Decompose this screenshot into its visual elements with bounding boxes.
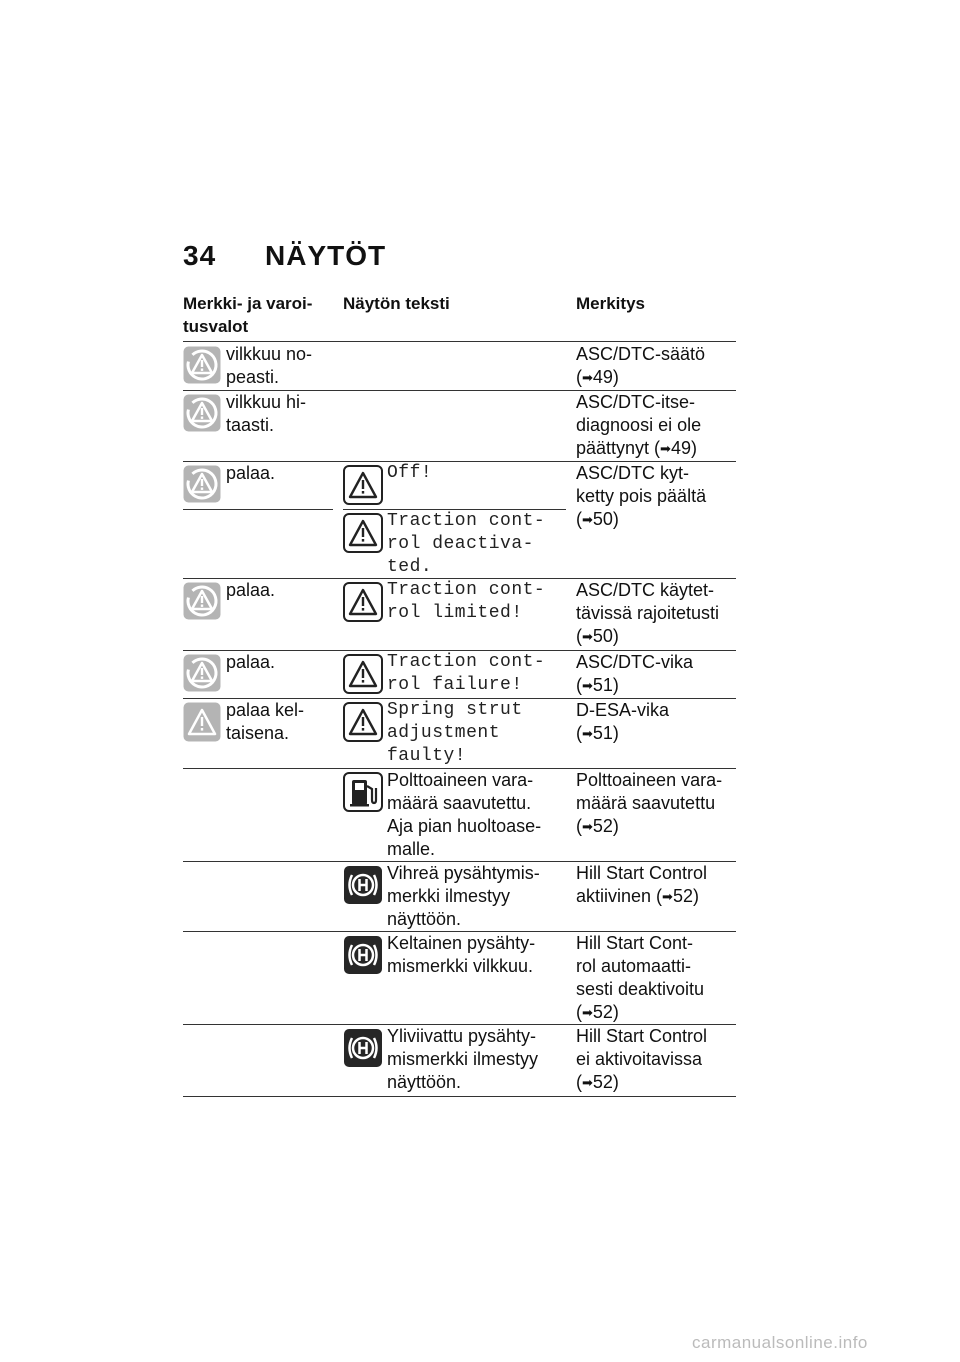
meaning-text	[576, 1025, 741, 1094]
column-header-meaning: Merkitys	[576, 294, 645, 313]
reference-open: (	[576, 509, 582, 529]
column-header-display-text: Näytön teksti	[343, 294, 450, 313]
display-text: Vihreä pysähtymis- merkki ilmestyy näyttöön.	[387, 863, 540, 929]
symbol-state-text: palaa.	[226, 652, 276, 672]
fuel-reserve-icon	[343, 772, 383, 817]
display-text: Traction cont- rol limited!	[387, 580, 546, 623]
warning-triangle-icon	[183, 702, 221, 747]
footer-watermark: carmanualsonline.info	[692, 1333, 868, 1352]
symbol-state-text: palaa kel- taisena.	[226, 700, 305, 743]
page-header	[183, 240, 386, 272]
reference-page-number: 51)	[592, 723, 619, 743]
reference-page-number: 49)	[670, 438, 697, 458]
row-divider	[183, 341, 736, 342]
symbol-state-text: vilkkuu hi- taasti.	[226, 392, 307, 435]
symbol-state-text: palaa.	[226, 580, 276, 600]
reference-page-number: 52)	[592, 1072, 619, 1092]
symbol-state-text: palaa.	[226, 463, 276, 483]
page-reference-link[interactable]	[576, 1072, 619, 1092]
row-divider	[183, 1096, 736, 1097]
reference-arrow-icon: ➡	[660, 441, 671, 456]
reference-open: (	[656, 886, 663, 906]
meaning-label: Polttoaineen vara- määrä saavutettu	[576, 770, 723, 813]
page-number: 34	[183, 240, 217, 271]
reference-arrow-icon: ➡	[582, 726, 593, 741]
reference-open: (	[576, 626, 582, 646]
meaning-label: D-ESA-vika	[576, 700, 670, 720]
display-text: Yliviivattu pysähty- mismerkki ilmestyy näyttöön.	[387, 1026, 538, 1092]
page-title: NÄYTÖT	[265, 240, 387, 271]
meaning-label: ASC/DTC kyt- ketty pois päältä	[576, 463, 707, 506]
meaning-label: ASC/DTC-itse- diagnoosi ei ole päättynyt	[576, 392, 702, 458]
display-text: Off!	[387, 463, 433, 483]
page-reference-link[interactable]	[654, 438, 697, 458]
warning-triangle-icon	[343, 654, 383, 699]
page-reference-link[interactable]	[576, 675, 619, 695]
meaning-text	[576, 769, 741, 838]
page-reference-link[interactable]	[576, 626, 619, 646]
reference-arrow-icon: ➡	[582, 512, 593, 527]
asc-warning-icon	[183, 654, 221, 697]
meaning-label: Hill Start Control aktiivinen	[576, 863, 708, 906]
page-reference-link[interactable]	[576, 1002, 619, 1022]
warning-triangle-icon	[343, 465, 383, 510]
reference-open: (	[654, 438, 661, 458]
meaning-text	[576, 343, 741, 389]
meaning-text	[576, 462, 741, 531]
reference-page-number: 50)	[592, 626, 619, 646]
reference-page-number: 52)	[672, 886, 699, 906]
warning-triangle-icon	[343, 513, 383, 558]
symbol-state-text: vilkkuu no- peasti.	[226, 344, 313, 387]
meaning-label: ASC/DTC käytet- tävissä rajoitetusti	[576, 580, 720, 623]
asc-warning-icon	[183, 394, 221, 437]
row-divider	[183, 509, 333, 510]
page-reference-link[interactable]	[576, 509, 619, 529]
reference-open: (	[576, 1072, 582, 1092]
hill-start-control-icon	[343, 935, 383, 980]
display-text: Polttoaineen vara- määrä saavutettu. Aja pian huoltoase- malle.	[387, 770, 542, 859]
meaning-text	[576, 391, 741, 460]
meaning-label: Hill Start Control ei aktivoitavissa	[576, 1026, 708, 1069]
meaning-label: ASC/DTC-säätö	[576, 344, 706, 364]
reference-arrow-icon: ➡	[662, 889, 673, 904]
asc-warning-icon	[183, 346, 221, 389]
column-header-symbols: Merkki- ja varoi- tusvalot	[183, 294, 313, 336]
reference-page-number: 52)	[592, 1002, 619, 1022]
reference-page-number: 51)	[592, 675, 619, 695]
warning-triangle-icon	[343, 702, 383, 747]
meaning-label: ASC/DTC-vika	[576, 652, 694, 672]
reference-arrow-icon: ➡	[582, 1075, 593, 1090]
display-text: Traction cont- rol failure!	[387, 652, 546, 695]
reference-page-number: 52)	[592, 816, 619, 836]
reference-open: (	[576, 367, 582, 387]
hill-start-control-icon	[343, 865, 383, 910]
warning-triangle-icon	[343, 582, 383, 627]
reference-page-number: 49)	[592, 367, 619, 387]
meaning-text	[576, 932, 741, 1024]
meaning-text	[576, 862, 741, 908]
reference-open: (	[576, 675, 582, 695]
reference-arrow-icon: ➡	[582, 819, 593, 834]
page-reference-link[interactable]	[576, 723, 619, 743]
reference-page-number: 50)	[592, 509, 619, 529]
display-text: Spring strut adjustment faulty!	[387, 700, 523, 766]
meaning-label: Hill Start Cont- rol automaatti- sesti deaktivoitu	[576, 933, 705, 999]
meaning-text	[576, 579, 741, 648]
reference-arrow-icon: ➡	[582, 370, 593, 385]
page-reference-link[interactable]	[576, 367, 619, 387]
asc-warning-icon	[183, 582, 221, 625]
reference-open: (	[576, 1002, 582, 1022]
reference-open: (	[576, 816, 582, 836]
page-reference-link[interactable]	[576, 816, 619, 836]
page-reference-link[interactable]	[656, 886, 699, 906]
hill-start-control-icon	[343, 1028, 383, 1073]
meaning-text	[576, 699, 741, 745]
reference-arrow-icon: ➡	[582, 678, 593, 693]
reference-arrow-icon: ➡	[582, 629, 593, 644]
display-text: Keltainen pysähty- mismerkki vilkkuu.	[387, 933, 536, 976]
display-text: Traction cont- rol deactiva- ted.	[387, 511, 546, 577]
meaning-text	[576, 651, 741, 697]
reference-arrow-icon: ➡	[582, 1005, 593, 1020]
reference-open: (	[576, 723, 582, 743]
asc-warning-icon	[183, 465, 221, 508]
